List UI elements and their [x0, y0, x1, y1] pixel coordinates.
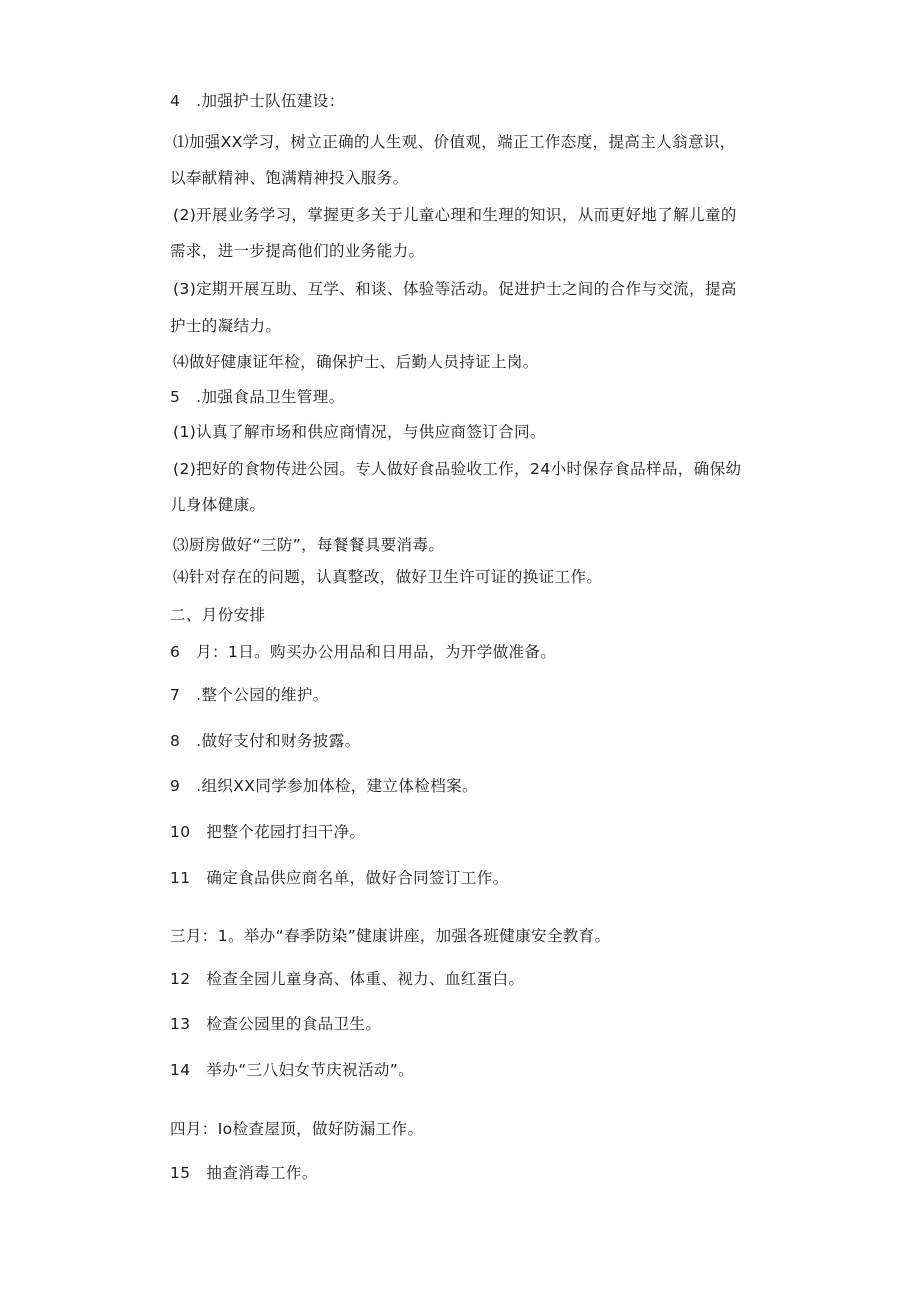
plan-item-13: 13 检查公园里的食品卫生。 [170, 1015, 382, 1033]
section-heading-monthly-plan: 二、月份安排 [170, 606, 266, 624]
april-heading: 四月：Io检查屋顶，做好防漏工作。 [170, 1120, 424, 1138]
food-item-3: ⑶厨房做好“三防”，每餐餐具要消毒。 [173, 536, 445, 554]
paragraph-2-line-1: (2)开展业务学习，掌握更多关于儿童心理和生理的知识，从而更好地了解儿童的 [173, 206, 737, 224]
march-heading: 三月：1。举办“春季防染”健康讲座，加强各班健康安全教育。 [170, 927, 611, 945]
section-heading-nurse-team: 4 .加强护士队伍建设： [170, 92, 345, 110]
paragraph-3-line-2: 护士的凝结力。 [170, 317, 282, 335]
food-item-1: (1)认真了解市场和供应商情况，与供应商签订合同。 [173, 423, 546, 441]
plan-item-7: 7 .整个公园的维护。 [170, 686, 329, 704]
section-heading-food-hygiene: 5 .加强食品卫生管理。 [170, 388, 345, 406]
food-item-2-line-1: (2)把好的食物传进公园。专人做好食品验收工作，24小时保存食品样品，确保幼 [173, 460, 742, 478]
food-item-2-line-2: 儿身体健康。 [170, 496, 266, 514]
plan-item-15: 15 抽查消毒工作。 [170, 1164, 318, 1182]
paragraph-1-line-1: ⑴加强XX学习，树立正确的人生观、价值观，端正工作态度，提高主人翁意识， [173, 133, 736, 151]
plan-item-9: 9 .组织XX同学参加体检，建立体检档案。 [170, 777, 478, 795]
plan-item-10: 10 把整个花园打扫干净。 [170, 823, 366, 841]
plan-item-14: 14 举办“三八妇女节庆祝活动”。 [170, 1061, 415, 1079]
paragraph-2-line-2: 需求，进一步提高他们的业务能力。 [170, 242, 425, 260]
plan-item-8: 8 .做好支付和财务披露。 [170, 732, 361, 750]
paragraph-4: ⑷做好健康证年检，确保护士、后勤人员持证上岗。 [173, 353, 539, 371]
plan-item-11: 11 确定食品供应商名单，做好合同签订工作。 [170, 869, 509, 887]
paragraph-3-line-1: (3)定期开展互助、互学、和谈、体验等活动。促进护士之间的合作与交流，提高 [173, 280, 737, 298]
food-item-4: ⑷针对存在的问题，认真整改，做好卫生许可证的换证工作。 [173, 568, 603, 586]
plan-item-12: 12 检查全园儿童身高、体重、视力、血红蛋白。 [170, 970, 525, 988]
plan-item-6: 6 月：1日。购买办公用品和日用品，为开学做准备。 [170, 643, 557, 661]
paragraph-1-line-2: 以奉献精神、饱满精神投入服务。 [170, 169, 409, 187]
